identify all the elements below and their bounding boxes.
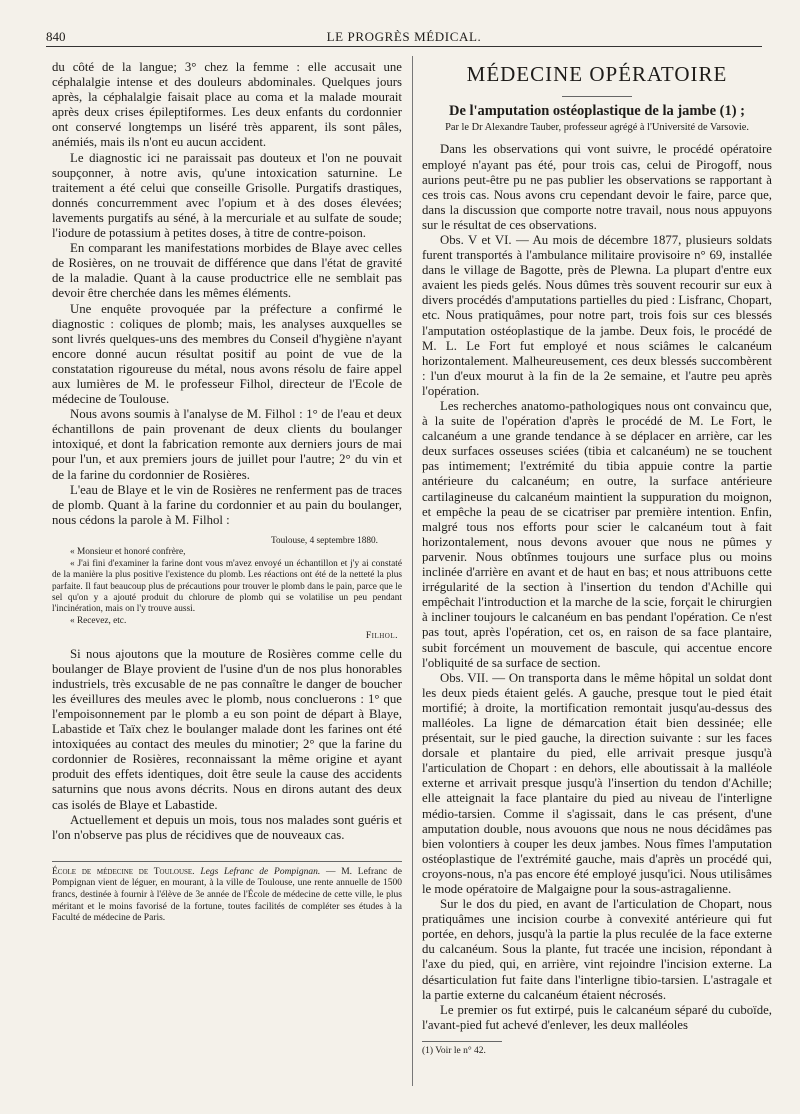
paragraph: Nous avons soumis à l'analyse de M. Filhol : 1° de l'eau et deux échantillons de pain provenant de deux clients du boulanger intoxiqué, et dont la fabrication remonte aux derniers jours de mai pour l'un, et aux premiers jours de juillet pour l'autre; 2° du vin et de la farine du cordonnier de Rosières.: [52, 407, 402, 482]
news-italic-title: Legs Lefranc de Pompignan.: [200, 866, 321, 877]
section-title: MÉDECINE OPÉRATOIRE: [466, 62, 728, 86]
paragraph: Dans les observations qui vont suivre, le procédé opératoire employé n'ayant pas été, pour trois cas, celui de Pirogoff, nous aurions peut-être pu ne pas publier les observations se rapportant à ces trois cas. Nous avons cru cependant devoir le faire, parce que, dans la discussion que comporte notre travail, nous nous appuyons sur le résultat de ces observations.: [422, 142, 772, 232]
news-text: — M. Lefranc de Pompignan vient de léguer, en mourant, à la ville de Toulouse, une rente annuelle de 1500 francs, destinée à fournir à l'élève de 3e année de l'École de médecine de cette ville, le plus méritant et le moins favorisé de la fortune, toutes facilités de compléter ses études à la Faculté de médecine de Paris.: [52, 866, 403, 924]
letter-line: « J'ai fini d'examiner la farine dont vous m'avez envoyé un échantillon et j'y ai constaté de la manière la plus positive l'existence du plomb. Les réactions ont été de la netteté la plus parfaite. Il faut beaucoup plus de précautions pour trouver le plomb dans le pain, parce que le sel qu'on y a ajouté produit du chlorure de plomb qui se volatilise un peu pendant l'incinération, mais on l'y trouve aussi.: [52, 558, 402, 615]
right-column: [422, 60, 772, 1057]
paragraph: Obs. VII. — On transporta dans le même hôpital un soldat dont les deux pieds étaient gelés. A gauche, presque tout le pied était mortifié; à droite, la mortification remontait jusqu'au-dessus des malléoles. La ligne de démarcation était bien dessinée; elle présentait, sur le pied gauche, la direction suivante : sur les faces dorsale et plantaire du pied, elle arrivait presque jusqu'à l'articulation de Chopart : en dehors, elle aboutissait à la malléole externe et arrivait presque jusqu'à l'insertion du tendon d'Achille; elle atteignait la face plantaire du pied au niveau de l'interligne médio-tarsien. Comme il s'agissait, dans le cas présent, d'une amputation double, nous avouons que nous ne nous décidâmes pas bien volontiers à couper les deux jambes. Nous fîmes l'amputation ostéoplastique de l'extrémité gauche, mais d'après un procédé qui, croyons-nous, n'a pas encore été employé jusqu'ici. Nous utilisâmes le mode opératoire de Malgaigne pour la sous-astragalienne.: [422, 670, 772, 896]
paragraph: Sur le dos du pied, en avant de l'articulation de Chopart, nous pratiquâmes une incision courbe à convexité antérieure qui fut portée, en dehors, jusqu'à la partie la plus reculée de la face externe du calcanéum. Sous la plante, fut tracée une incision, répondant à l'axe du pied, qui, en arrière, vint rejoindre l'incision externe. La désarticulation fut faite dans l'interligne tibio-tarsien. L'astragale et la partie externe du calcanéum étaient nécrosés.: [422, 897, 772, 1002]
letter-line: « Recevez, etc.: [70, 615, 127, 626]
letter-signature: Filhol.: [365, 631, 398, 642]
paragraph: Le premier os fut extirpé, puis le calcanéum séparé du cuboïde, l'avant-pied fut achevé d'enlever, les deux malléoles: [422, 1002, 772, 1032]
letter-line: « Monsieur et honoré confrère,: [70, 547, 186, 558]
section-rule: [562, 96, 632, 97]
paragraph: L'eau de Blaye et le vin de Rosières ne renferment pas de traces de plomb. Quant à la farine du cordonnier et au pain du boulanger, nous cédons la parole à M. Filhol :: [52, 482, 402, 527]
news-heading: École de médecine de Toulouse.: [52, 866, 195, 877]
paragraph: Si nous ajoutons que la mouture de Rosières comme celle du boulanger de Blaye provient de l'usine d'un de nos plus honorables industriels, très excusable de ne pas connaître le danger de boucher les éveillures des meules avec le plomb, nous concluerons : 1° que l'empoisonnement par le plomb a eu son point de départ à Blaye, Labastide et Taïx chez le boulanger malade dont les farines ont été intoxiquées au contact des meules du minotier; 2° que la farine du cordonnier de Rosières, reconnaissant la même origine et ayant produit des effets identiques, doit être seule la cause des accidents saturnins que nous avons décrits. Nous en dirons autant des deux cas isolés de Blaye et Labastide.: [52, 646, 402, 812]
paragraph: En comparant les manifestations morbides de Blaye avec celles de Rosières, on ne trouvait de différence que dans l'état de gravité de la maladie. Quant à la cause productrice elle ne semblait pas devoir être cherchée dans les mêmes éléments.: [52, 241, 402, 301]
column-divider: [412, 56, 413, 1086]
letter-date: Toulouse, 4 septembre 1880.: [270, 535, 378, 546]
quoted-letter: [52, 536, 402, 643]
header-rule: [46, 46, 762, 47]
paragraph: Le diagnostic ici ne paraissait pas douteux et l'on ne pouvait soupçonner, à notre avis, qu'une intoxication saturnine. Le traitement a été celui que conseille Grisolle. Purgatifs drastiques, donnés concurremment avec l'opium et à des doses élevées; lavements purgatifs au séné, à la mercuriale et au sulfate de soude; l'iodure de potassium à petites doses, à titre de contre-poison.: [52, 150, 402, 241]
running-header: [46, 30, 762, 44]
news-item: [52, 861, 402, 925]
footnote: (1) Voir le n° 42.: [422, 1045, 486, 1056]
paragraph: Une enquête provoquée par la préfecture a confirmé le diagnostic : coliques de plomb; mais, les analyses auxquelles se sont livrés quelques-uns des membres du Conseil d'hygiène n'ayant encore donné aucun résultat positif au point de vue de la constatation rigoureuse du métal, nous avons résolu de faire appel aux lumières de M. le professeur Filhol, directeur de l'Ecole de médecine de Toulouse.: [52, 301, 402, 407]
left-column: [52, 60, 402, 925]
journal-title: LE PROGRÈS MÉDICAL.: [326, 29, 482, 44]
paragraph: Actuellement et depuis un mois, tous nos malades sont guéris et l'on n'observe pas plus de récidives que de nouveaux cas.: [52, 812, 402, 842]
article-title: De l'amputation ostéoplastique de la jambe (1) ;: [448, 103, 746, 119]
paragraph: du côté de la langue; 3° chez la femme : elle accusait une céphalalgie intense et des douleurs abdominales. Quelques jours après, la céphalalgie faisait place au coma et la malade mourait après deux crises épileptiformes. Les deux enfants du cordonnier ont conservé longtemps un liséré très apparent, ils sont pâles, anémiés, mais ils n'ont eu aucun accident.: [52, 60, 402, 150]
article-byline: Par le Dr Alexandre Tauber, professeur agrégé à l'Université de Varsovie.: [445, 122, 749, 133]
paragraph: Les recherches anatomo-pathologiques nous ont convaincu que, à la suite de l'opération d'après le procédé de M. Le Fort, le calcanéum a une grande tendance à se déplacer en arrière, car les deux surfaces osseuses sciées (tibia et calcanéum) ne se touchent pas intimement; l'extrémité du tibia appuie contre la partie antérieure du calcanéum; en outre, la surface antérieure cartilagineuse du calcanéum maintient la suppuration du moignon, et empêche la peau de se cicatriser par première intention. Enfin, malgré tous nos efforts pour scier le calcanéum tout à fait horizontalement, nous devons avouer que nous ne pûmes y parvenir. Nous obtînmes toujours une surface plus ou moins inclinée d'arrière en avant et de haut en bas; et nous attribuons cette irrégularité de la section à l'insertion du tendon d'Achille qui empêchait l'introduction et la marche de la scie, forçait le chirurgien à incliner toujours le calcanéum en bas pendant l'opération. Ce n'est pas tout, après l'opération, cet os, en raison de sa face plantaire, subit forcément un mouvement de bascule, qui accentue encore l'obliquité de sa surface de section.: [422, 399, 772, 670]
paragraph: Obs. V et VI. — Au mois de décembre 1877, plusieurs soldats furent transportés à l'ambulance militaire provisoire n° 69, installée dans le village de Bagotte, près de Plewna. La plupart d'entre eux avaient les pieds gelés. Nous dûmes très souvent recourir sur eux à divers procédés d'amputations partielles du pied : Lisfranc, Chopart, etc. Nous pratiquâmes, pour notre part, trois fois sur ces blessés l'amputation ostéoplastique de la jambe. Deux fois, le procédé de M. L. Le Fort fut employé et nous sciâmes le calcanéum horizontalement. Malheureusement, ces deux blessés succombèrent : l'un d'eux mourut à la fin de la 2e semaine, et l'autre peu après l'opération.: [422, 232, 772, 398]
footnote-rule: [422, 1041, 502, 1042]
page-number: 840: [46, 29, 66, 44]
